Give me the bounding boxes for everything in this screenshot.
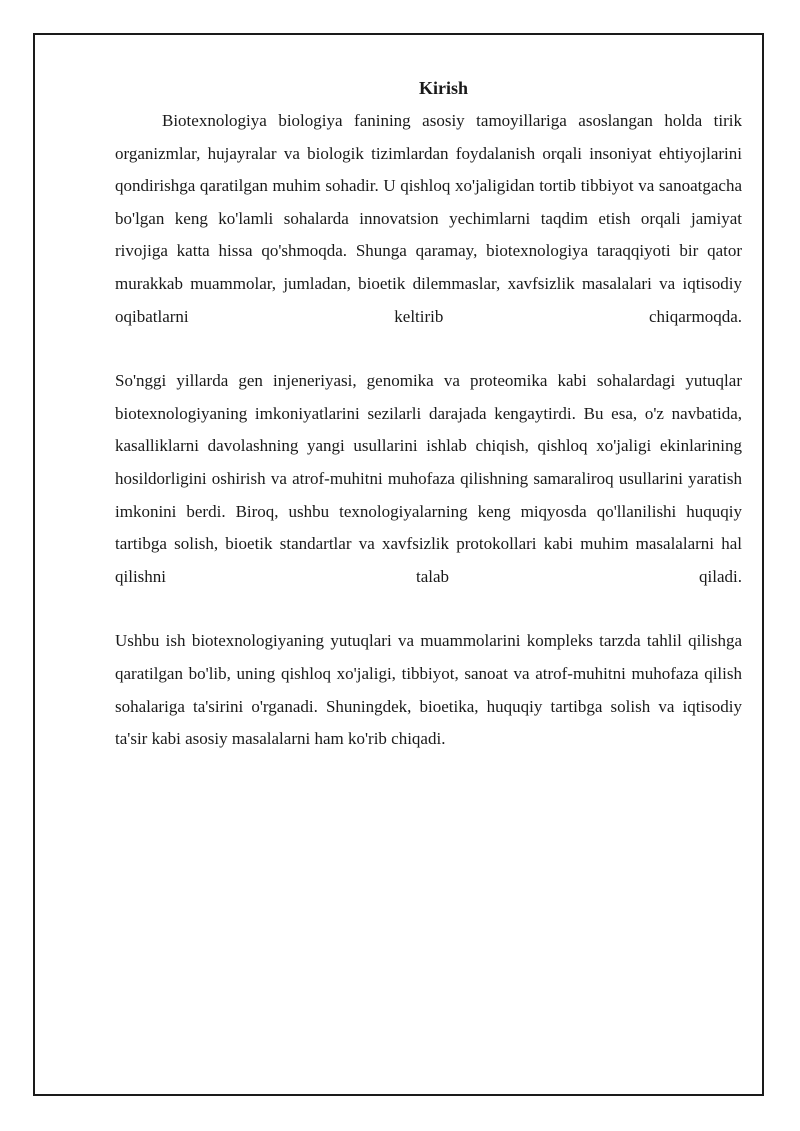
paragraph-gap — [115, 333, 742, 365]
paragraph-introduction: Biotexnologiya biologiya fanining asosiy tamoyillariga asoslangan holda tirik organizmlar, hujayralar va biologik tizimlardan foydalanish orqali insoniyat ehtiyojlarini qondirishga qaratilgan muhim sohadir. U qishloq xo'jaligidan tortib tibbiyot va sanoatgacha bo'lgan keng ko'lamli sohalarda innovatsion yechimlarni taqdim etish orqali jamiyat rivojiga katta hissa qo'shmoqda. Shunga qaramay, biotexnologiya taraqqiyoti bir qator murakkab muammolar, jumladan, bioetik dilemmaslar, xavfsizlik masalalari va iqtisodiy oqibatlarni keltirib chiqarmoqda. — [115, 111, 742, 326]
paragraph-scope: Ushbu ish biotexnologiyaning yutuqlari va muammolarini kompleks tarzda tahlil qilishga qaratilgan bo'lib, uning qishloq xo'jaligi, tibbiyot, sanoat va atrof-muhitni muhofaza qilish sohalariga ta'sirini o'rganadi. Shuningdek, bioetika, huquqiy tartibga solish va iqtisodiy ta'sir kabi asosiy masalalarni ham ko'rib chiqadi. — [115, 631, 742, 749]
paragraph-recent-advances: So'nggi yillarda gen injeneriyasi, genomika va proteomika kabi sohalardagi yutuqlar biotexnologiyaning imkoniyatlarini sezilarli darajada kengaytirdi. Bu esa, o'z navbatida, kasalliklarni davolashning yangi usullarini ishlab chiqish, qishloq xo'jaligi ekinlarining hosildorligini oshirish va atrof-muhitni muhofaza qilishning samaraliroq usullarini yaratish imkonini berdi. Biroq, ushbu texnologiyalarning keng miqyosda qo'llanilishi huquqiy tartibga solish, bioetik standartlar va xavfsizlik protokollari kabi muhim masalalarni hal qilishni talab qiladi. — [115, 371, 742, 586]
document-title: Kirish — [418, 78, 468, 98]
document-body — [115, 76, 742, 756]
paragraph-gap — [115, 593, 742, 625]
